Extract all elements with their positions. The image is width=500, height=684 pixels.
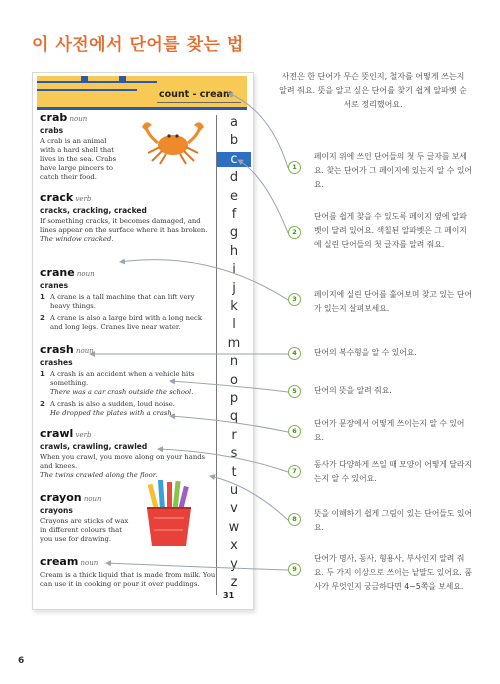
leader-line-3 [120, 260, 288, 300]
sense-number: 2 [40, 314, 45, 322]
callout-badge-1: 1 [288, 161, 301, 174]
definition: A crash is also a sudden, loud noise. [50, 400, 175, 408]
plural-forms: crashes [40, 357, 73, 367]
callout-badge-6: 6 [288, 425, 301, 438]
index-letter-o[interactable]: o [230, 372, 238, 388]
leader-line-5 [170, 381, 288, 392]
index-letter-s[interactable]: s [230, 446, 238, 462]
index-letter-b[interactable]: b [229, 133, 239, 149]
definition: Cream is a thick liquid that is made from milk. You can use it in cooking or pour it over puddings. [40, 570, 216, 588]
headword: crack [40, 191, 74, 204]
headword: crab [40, 111, 68, 124]
index-letter-c-active[interactable]: c [217, 152, 251, 167]
plural-forms: cranes [40, 280, 69, 290]
callout-text-5: 단어의 뜻을 알려 줘요. [314, 386, 392, 395]
index-letter-r[interactable]: r [231, 427, 237, 443]
leader-line-9 [106, 563, 288, 570]
dictionary-page-number: 31 [223, 591, 235, 600]
index-letter-f[interactable]: f [231, 207, 237, 222]
part-of-speech: verb [75, 195, 92, 203]
index-letter-d[interactable]: d [229, 170, 239, 186]
page-title: 이 사전에서 단어를 찾는 법 [32, 35, 244, 55]
index-letter-a[interactable]: a [230, 115, 238, 130]
index-letter-j[interactable]: j [232, 280, 236, 296]
definition: A crab is an animal with a hard shell that lives in the sea. Crabs have large pincers to catch their food. [40, 137, 117, 181]
headword: crane [40, 266, 75, 279]
callout-badge-5: 5 [288, 385, 301, 398]
headword: cream [40, 555, 79, 568]
definition: A crane is a tall machine that can lift very heavy things. [50, 293, 195, 310]
index-letter-k[interactable]: k [230, 299, 238, 314]
sense-number: 1 [40, 293, 45, 301]
headword: crayon [40, 491, 82, 504]
headword: crash [40, 343, 74, 356]
index-letter-x[interactable]: x [230, 538, 238, 554]
index-letter-n[interactable]: n [229, 354, 239, 370]
plural-forms: crabs [40, 125, 64, 135]
index-letter-m[interactable]: m [227, 335, 241, 351]
index-letter-t[interactable]: t [231, 464, 237, 480]
index-letter-u[interactable]: u [229, 483, 239, 498]
plural-forms: crayons [40, 505, 73, 515]
leader-line-7 [158, 449, 288, 472]
callout-text-7: 동사가 다양하게 쓰일 때 모양이 어떻게 달라지는지 알 수 있어요. [314, 460, 472, 483]
example-sentence: The window cracked. [40, 235, 114, 243]
index-letter-v[interactable]: v [230, 501, 238, 517]
callout-badge-3: 3 [288, 293, 301, 306]
callout-text-3: 페이지에 실린 단어를 훑어보며 찾고 있는 단어가 있는지 살펴보세요. [314, 290, 472, 313]
index-letter-g[interactable]: g [229, 225, 239, 241]
definition: A crane is also a large bird with a long neck and long legs. Cranes live near water. [50, 314, 202, 331]
guide-words: count - cream [159, 89, 233, 100]
index-letter-z[interactable]: z [230, 575, 238, 590]
callout-text-8: 뜻을 이해하기 쉽게 그림이 있는 단어들도 있어요. [314, 509, 472, 532]
example-sentence: He dropped the plates with a crash. [50, 409, 174, 417]
callout-badge-2: 2 [288, 226, 301, 239]
part-of-speech: noun [83, 495, 102, 503]
callout-text-6: 단어가 문장에서 어떻게 쓰이는지 알 수 있어요. [314, 419, 465, 442]
intro-text: 사전은 한 단어가 무슨 뜻인지, 철자를 어떻게 쓰는지 알려 줘요. 뜻을 알고 싶은 단어를 찾기 쉽게 알파벳 순서로 정리했어요. [279, 72, 467, 109]
part-of-speech: verb [75, 431, 92, 439]
index-letter-i[interactable]: i [232, 262, 236, 278]
definition: Crayons are sticks of wax in different colours that you use for drawing. [40, 517, 129, 543]
definition: A crash is an accident when a vehicle hits something. [50, 370, 195, 387]
callout-badge-7: 7 [288, 465, 301, 478]
example-sentence: There was a car crash outside the school. [50, 388, 194, 396]
callout-badge-4: 4 [288, 347, 301, 360]
callout-badge-9: 9 [288, 563, 301, 576]
index-letter-p[interactable]: p [229, 391, 239, 406]
part-of-speech: noun [80, 559, 99, 567]
callout-text-2: 단어를 쉽게 찾을 수 있도록 페이지 옆에 알파벳이 달려 있어요. 색칠된 알파벳은 그 페이지에 실린 단어들의 첫 글자를 알려 줘요. [314, 212, 467, 249]
verb-forms: cracks, cracking, cracked [40, 205, 147, 215]
leader-line-8 [210, 476, 288, 520]
part-of-speech: noun [69, 115, 88, 123]
callout-badge-8: 8 [288, 513, 301, 526]
part-of-speech: noun [75, 347, 94, 355]
index-letter-w[interactable]: w [228, 519, 240, 535]
book-page-number: 6 [18, 656, 25, 666]
example-sentence: The twins crawled along the floor. [40, 471, 158, 479]
sense-number: 2 [40, 400, 45, 408]
verb-forms: crawls, crawling, crawled [40, 441, 148, 451]
sense-number: 1 [40, 370, 45, 378]
definition: If something cracks, it becomes damaged, and lines appear on the surface where it has broken. [40, 217, 208, 234]
callout-text-4: 단어의 복수형을 알 수 있어요. [314, 348, 417, 357]
leader-line-2 [238, 160, 288, 233]
index-letter-h[interactable]: h [229, 243, 239, 259]
definition: When you crawl, you move along on your hands and knees. [40, 453, 206, 470]
part-of-speech: noun [76, 270, 95, 278]
index-letter-l[interactable]: l [232, 317, 236, 333]
index-letter-y[interactable]: y [230, 556, 238, 572]
callout-text-1: 페이지 위에 쓰인 단어들의 첫 두 글자를 보세요. 찾는 단어가 그 페이지에 있는지 알 수 있어요. [314, 152, 472, 189]
index-letter-e[interactable]: e [230, 188, 238, 204]
headword: crawl [40, 427, 74, 440]
callout-text-9: 단어가 명사, 동사, 형용사, 부사인지 알려 줘요. 두 가지 이상으로 쓰이는 낱말도 있어요. 품사가 무엇인지 궁금하다면 4~5쪽을 보세요. [314, 554, 472, 591]
index-letter-q[interactable]: q [229, 409, 239, 425]
leader-line-6 [170, 416, 288, 432]
